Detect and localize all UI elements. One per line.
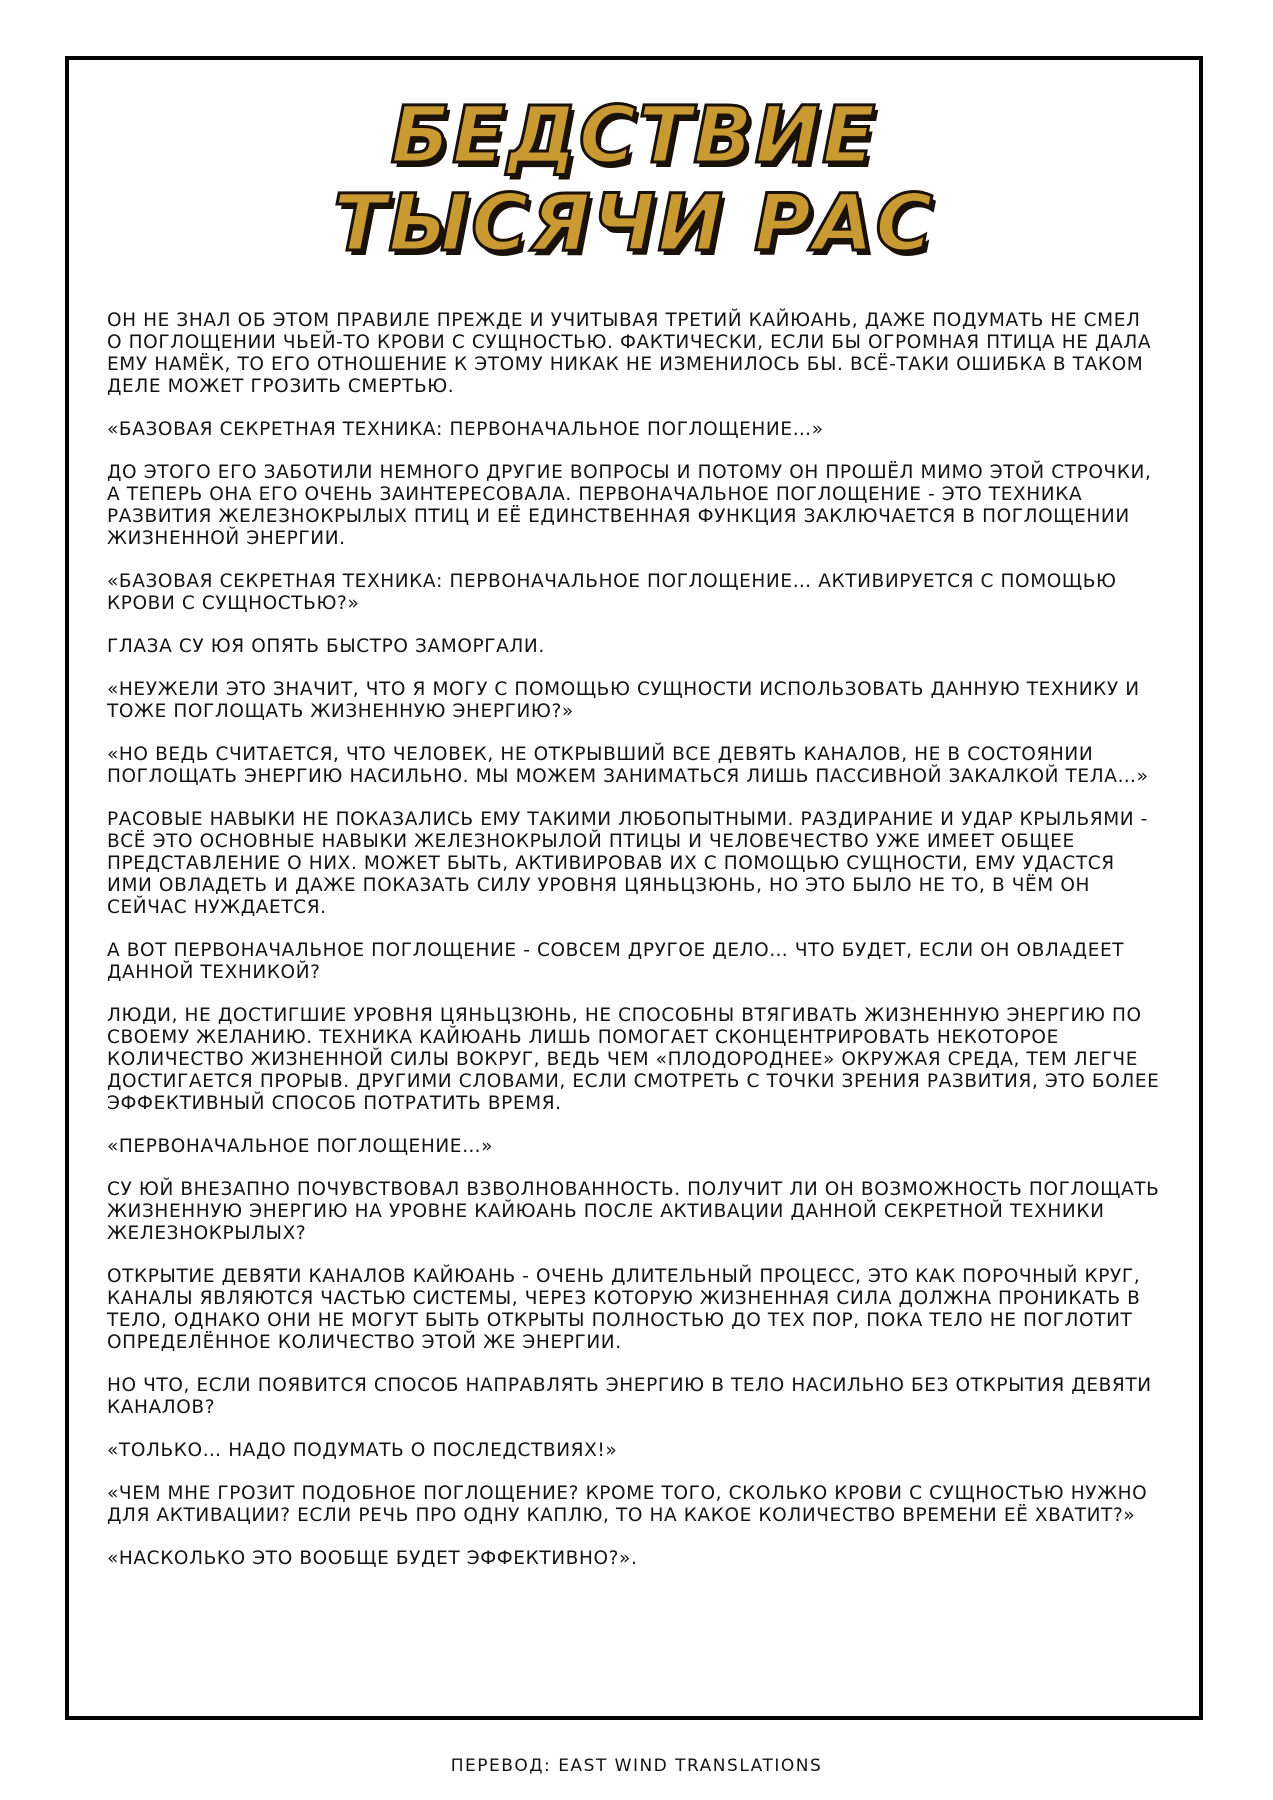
paragraph: РАСОВЫЕ НАВЫКИ НЕ ПОКАЗАЛИСЬ ЕМУ ТАКИМИ ЛЮБОПЫТНЫМИ. РАЗДИРАНИЕ И УДАР КРЫЛЬЯМИ - ВСЁ ЭТО ОСНОВНЫЕ НАВЫКИ ЖЕЛЕЗНОКРЫЛОЙ ПТИЦЫ И ЧЕЛОВЕЧЕСТВО УЖЕ ИМЕЕТ ОБЩЕЕ ПРЕДСТАВЛЕНИЕ О НИХ. МОЖЕТ БЫТЬ, АКТИВИРОВАВ ИХ С ПОМОЩЬЮ СУЩНОСТИ, ЕМУ УДАСТСЯ ИМИ ОВЛАДЕТЬ И ДАЖЕ ПОКАЗАТЬ СИЛУ УРОВНЯ ЦЯНЬЦЗЮНЬ, НО ЭТО БЫЛО НЕ ТО, В ЧЁМ ОН СЕЙЧАС НУЖДАЕТСЯ. [107, 809, 1148, 918]
paragraph: ОН НЕ ЗНАЛ ОБ ЭТОМ ПРАВИЛЕ ПРЕЖДЕ И УЧИТЫВАЯ ТРЕТИЙ КАЙЮАНЬ, ДАЖЕ ПОДУМАТЬ НЕ СМЕЛ О ПОГЛОЩЕНИИ ЧЬЕЙ-ТО КРОВИ С СУЩНОСТЬЮ. ФАКТИЧЕСКИ, ЕСЛИ БЫ ОГРОМНАЯ ПТИЦА НЕ ДАЛА ЕМУ НАМЁК, ТО ЕГО ОТНОШЕНИЕ К ЭТОМУ НИКАК НЕ ИЗМЕНИЛОСЬ БЫ. ВСЁ-ТАКИ ОШИБКА В ТАКОМ ДЕЛЕ МОЖЕТ ГРОЗИТЬ СМЕРТЬЮ. [107, 310, 1152, 397]
story-text [107, 310, 1161, 1591]
paragraph: А ВОТ ПЕРВОНАЧАЛЬНОЕ ПОГЛОЩЕНИЕ - СОВСЕМ ДРУГОЕ ДЕЛО… ЧТО БУДЕТ, ЕСЛИ ОН ОВЛАДЕЕТ ДАННОЙ ТЕХНИКОЙ? [107, 940, 1125, 983]
title-line-2: ТЫСЯЧИ РАС [333, 179, 935, 269]
paragraph: ЛЮДИ, НЕ ДОСТИГШИЕ УРОВНЯ ЦЯНЬЦЗЮНЬ, НЕ СПОСОБНЫ ВТЯГИВАТЬ ЖИЗНЕННУЮ ЭНЕРГИЮ ПО СВОЕМУ ЖЕЛАНИЮ. ТЕХНИКА КАЙЮАНЬ ЛИШЬ ПОМОГАЕТ СКОНЦЕНТРИРОВАТЬ НЕКОТОРОЕ КОЛИЧЕСТВО ЖИЗНЕННОЙ СИЛЫ ВОКРУГ, ВЕДЬ ЧЕМ «ПЛОДОРОДНЕЕ» ОКРУЖАЯ СРЕДА, ТЕМ ЛЕГЧЕ ДОСТИГАЕТСЯ ПРОРЫВ. ДРУГИМИ СЛОВАМИ, ЕСЛИ СМОТРЕТЬ С ТОЧКИ ЗРЕНИЯ РАЗВИТИЯ, ЭТО БОЛЕЕ ЭФФЕКТИВНЫЙ СПОСОБ ПОТРАТИТЬ ВРЕМЯ. [107, 1005, 1160, 1114]
paragraph: ДО ЭТОГО ЕГО ЗАБОТИЛИ НЕМНОГО ДРУГИЕ ВОПРОСЫ И ПОТОМУ ОН ПРОШЁЛ МИМО ЭТОЙ СТРОЧКИ, А ТЕПЕРЬ ОНА ЕГО ОЧЕНЬ ЗАИНТЕРЕСОВАЛА. ПЕРВОНАЧАЛЬНОЕ ПОГЛОЩЕНИЕ - ЭТО ТЕХНИКА РАЗВИТИЯ ЖЕЛЕЗНОКРЫЛЫХ ПТИЦ И ЕЁ ЕДИНСТВЕННАЯ ФУНКЦИЯ ЗАКЛЮЧАЕТСЯ В ПОГЛОЩЕНИИ ЖИЗНЕННОЙ ЭНЕРГИИ. [107, 462, 1152, 549]
chapter-title [69, 92, 1199, 268]
paragraph: НО ЧТО, ЕСЛИ ПОЯВИТСЯ СПОСОБ НАПРАВЛЯТЬ ЭНЕРГИЮ В ТЕЛО НАСИЛЬНО БЕЗ ОТКРЫТИЯ ДЕВЯТИ КАНАЛОВ? [107, 1375, 1152, 1418]
paragraph: «НО ВЕДЬ СЧИТАЕТСЯ, ЧТО ЧЕЛОВЕК, НЕ ОТКРЫВШИЙ ВСЕ ДЕВЯТЬ КАНАЛОВ, НЕ В СОСТОЯНИИ ПОГЛОЩАТЬ ЭНЕРГИЮ НАСИЛЬНО. МЫ МОЖЕМ ЗАНИМАТЬСЯ ЛИШЬ ПАССИВНОЙ ЗАКАЛКОЙ ТЕЛА…» [107, 744, 1149, 787]
paragraph: «БАЗОВАЯ СЕКРЕТНАЯ ТЕХНИКА: ПЕРВОНАЧАЛЬНОЕ ПОГЛОЩЕНИЕ…» [107, 419, 824, 440]
page-frame [65, 56, 1203, 1720]
paragraph: «ТОЛЬКО… НАДО ПОДУМАТЬ О ПОСЛЕДСТВИЯХ!» [107, 1440, 618, 1461]
paragraph: ГЛАЗА СУ ЮЯ ОПЯТЬ БЫСТРО ЗАМОРГАЛИ. [107, 636, 545, 657]
paragraph: «ПЕРВОНАЧАЛЬНОЕ ПОГЛОЩЕНИЕ…» [107, 1136, 494, 1157]
translation-credit: ПЕРЕВОД: EAST WIND TRANSLATIONS [450, 1756, 823, 1776]
paragraph: «НАСКОЛЬКО ЭТО ВООБЩЕ БУДЕТ ЭФФЕКТИВНО?». [107, 1548, 638, 1569]
paragraph: СУ ЮЙ ВНЕЗАПНО ПОЧУВСТВОВАЛ ВЗВОЛНОВАННОСТЬ. ПОЛУЧИТ ЛИ ОН ВОЗМОЖНОСТЬ ПОГЛОЩАТЬ ЖИЗНЕННУЮ ЭНЕРГИЮ НА УРОВНЕ КАЙЮАНЬ ПОСЛЕ АКТИВАЦИИ ДАННОЙ СЕКРЕТНОЙ ТЕХНИКИ ЖЕЛЕЗНОКРЫЛЫХ? [107, 1179, 1160, 1244]
paragraph: «НЕУЖЕЛИ ЭТО ЗНАЧИТ, ЧТО Я МОГУ С ПОМОЩЬЮ СУЩНОСТИ ИСПОЛЬЗОВАТЬ ДАННУЮ ТЕХНИКУ И ТОЖЕ ПОГЛОЩАТЬ ЖИЗНЕННУЮ ЭНЕРГИЮ?» [107, 679, 1140, 722]
paragraph: «ЧЕМ МНЕ ГРОЗИТ ПОДОБНОЕ ПОГЛОЩЕНИЕ? КРОМЕ ТОГО, СКОЛЬКО КРОВИ С СУЩНОСТЬЮ НУЖНО ДЛЯ АКТИВАЦИИ? ЕСЛИ РЕЧЬ ПРО ОДНУ КАПЛЮ, ТО НА КАКОЕ КОЛИЧЕСТВО ВРЕМЕНИ ЕЁ ХВАТИТ?» [107, 1483, 1148, 1526]
paragraph: «БАЗОВАЯ СЕКРЕТНАЯ ТЕХНИКА: ПЕРВОНАЧАЛЬНОЕ ПОГЛОЩЕНИЕ… АКТИВИРУЕТСЯ С ПОМОЩЬЮ КРОВИ С СУЩНОСТЬЮ?» [107, 571, 1117, 614]
paragraph: ОТКРЫТИЕ ДЕВЯТИ КАНАЛОВ КАЙЮАНЬ - ОЧЕНЬ ДЛИТЕЛЬНЫЙ ПРОЦЕСС, ЭТО КАК ПОРОЧНЫЙ КРУГ, КАНАЛЫ ЯВЛЯЮТСЯ ЧАСТЬЮ СИСТЕМЫ, ЧЕРЕЗ КОТОРУЮ ЖИЗНЕННАЯ СИЛА ДОЛЖНА ПРОНИКАТЬ В ТЕЛО, ОДНАКО ОНИ НЕ МОГУТ БЫТЬ ОТКРЫТЫ ПОЛНОСТЬЮ ДО ТЕХ ПОР, ПОКА ТЕЛО НЕ ПОГЛОТИТ ОПРЕДЕЛЁННОЕ КОЛИЧЕСТВО ЭТОЙ ЖЕ ЭНЕРГИИ. [107, 1266, 1141, 1353]
title-line-1: БЕДСТВИЕ [390, 91, 878, 181]
